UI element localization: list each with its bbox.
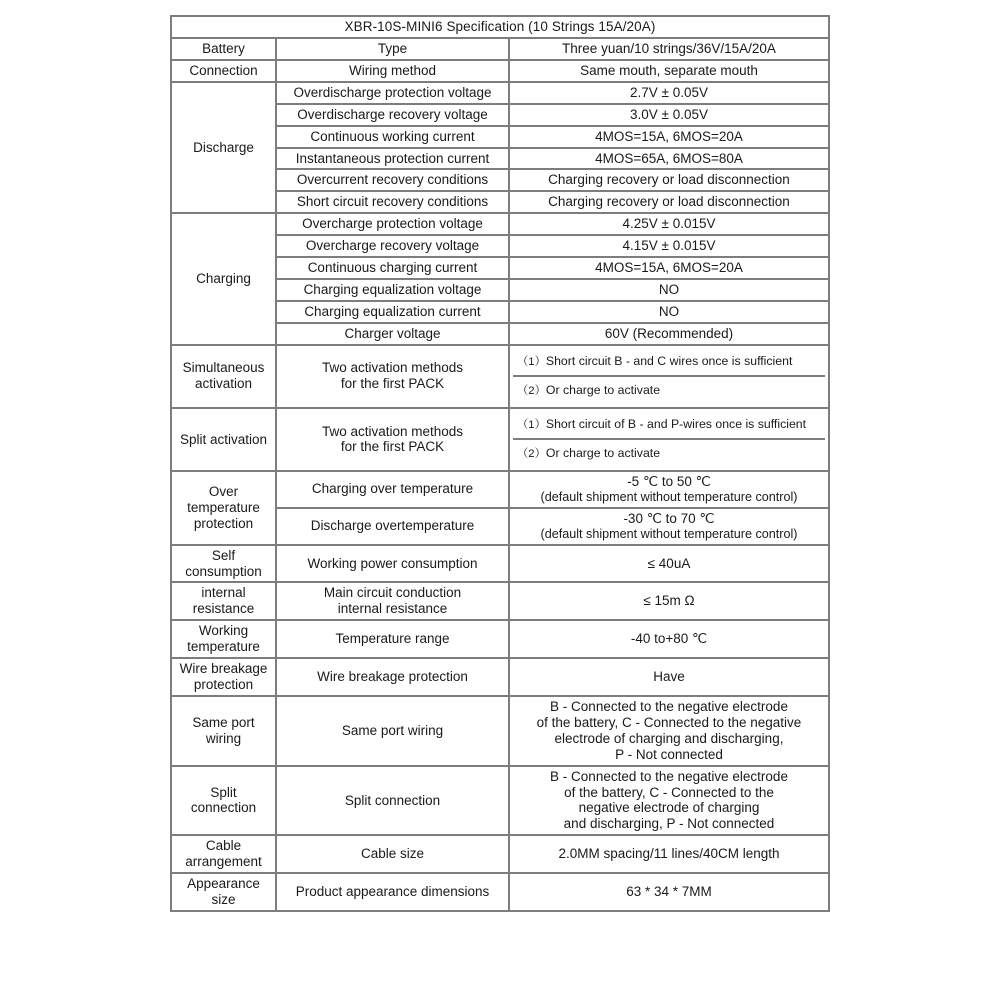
table-row [171,582,829,620]
param-label: Overcharge recovery voltage [276,235,509,257]
param-label: Short circuit recovery conditions [276,191,509,213]
specification-table-container [170,15,830,912]
table-row [171,766,829,836]
group-label-split-connection: Split connection [171,766,276,836]
param-label: Main circuit conduction internal resistance [276,582,509,620]
param-label: Overcharge protection voltage [276,213,509,235]
group-label-appearance-size: Appearance size [171,873,276,911]
activation-method-text: Or charge to activate [545,446,661,461]
param-label: Working power consumption [276,545,509,583]
table-row [171,696,829,766]
param-value: 3.0V ± 0.05V [509,104,829,126]
activation-method [513,439,825,468]
group-label-split-activation: Split activation [171,408,276,471]
param-label: Wiring method [276,60,509,82]
param-value: 2.7V ± 0.05V [509,82,829,104]
param-value: Charging recovery or load disconnection [509,191,829,213]
param-label: Cable size [276,835,509,873]
group-label-battery: Battery [171,38,276,60]
param-value: 4MOS=15A, 6MOS=20A [509,126,829,148]
param-label: Temperature range [276,620,509,658]
activation-methods-cell [509,345,829,408]
param-value: NO [509,301,829,323]
param-label: Instantaneous protection current [276,148,509,170]
group-label-cable-arrangement: Cable arrangement [171,835,276,873]
list-item [513,348,825,377]
param-label: Charging equalization voltage [276,279,509,301]
param-value: Three yuan/10 strings/36V/15A/20A [509,38,829,60]
list-marker: （1） [517,355,546,368]
param-value: 4.15V ± 0.015V [509,235,829,257]
table-row-split-activation [171,408,829,471]
activation-methods-list [513,348,825,405]
temperature-range: -5 ℃ to 50 ℃ [627,474,711,490]
group-label-internal-resistance: internal resistance [171,582,276,620]
param-value: 4MOS=65A, 6MOS=80A [509,148,829,170]
table-title-row [171,16,829,38]
group-label-same-port-wiring: Same port wiring [171,696,276,766]
param-label: Product appearance dimensions [276,873,509,911]
param-label: Discharge overtemperature [276,508,509,545]
param-value: Same mouth, separate mouth [509,60,829,82]
activation-methods-list [513,411,825,468]
param-label: Wire breakage protection [276,658,509,696]
activation-method [513,348,825,377]
temperature-note: (default shipment without temperature control) [540,489,798,504]
list-item [513,376,825,405]
param-value: Charging recovery or load disconnection [509,169,829,191]
param-value: 4.25V ± 0.015V [509,213,829,235]
table-row [171,545,829,583]
table-row [171,873,829,911]
param-label: Overdischarge recovery voltage [276,104,509,126]
table-row-simultaneous-activation [171,345,829,408]
table-row [171,38,829,60]
list-item [513,439,825,468]
param-value: B - Connected to the negative electrode of the battery, C - Connected to the negative electrode of charging and discharging, P - Not connected [509,696,829,766]
group-label-working-temperature: Working temperature [171,620,276,658]
param-label: Two activation methods for the first PACK [276,408,509,471]
param-value [509,471,829,508]
group-label-self-consumption: Self consumption [171,545,276,583]
group-label-discharge: Discharge [171,82,276,214]
param-value: 2.0MM spacing/11 lines/40CM length [509,835,829,873]
param-label: Split connection [276,766,509,836]
param-label: Overcurrent recovery conditions [276,169,509,191]
param-label: Charging over temperature [276,471,509,508]
page-title: XBR-10S-MINI6 Specification (10 Strings 15A/20A) [171,16,829,38]
table-row [171,60,829,82]
param-value: Have [509,658,829,696]
table-row [171,471,829,508]
list-item [513,411,825,440]
activation-method-text: Short circuit of B - and P-wires once is sufficient [545,416,807,431]
param-value [509,508,829,545]
activation-method-text: Or charge to activate [545,383,661,398]
param-value: B - Connected to the negative electrode of the battery, C - Connected to the negative electrode of charging and discharging, P - Not connected [509,766,829,836]
list-marker: （1） [517,418,546,431]
group-label-simultaneous-activation: Simultaneous activation [171,345,276,408]
table-row [171,835,829,873]
activation-method [513,376,825,405]
list-marker: （2） [517,448,546,461]
param-value: 4MOS=15A, 6MOS=20A [509,257,829,279]
group-label-wire-breakage-protection: Wire breakage protection [171,658,276,696]
param-label: Two activation methods for the first PACK [276,345,509,408]
table-row [171,658,829,696]
table-row [171,82,829,104]
param-value: 63 * 34 * 7MM [509,873,829,911]
param-label: Continuous working current [276,126,509,148]
param-label: Charger voltage [276,323,509,345]
param-value: -40 to+80 ℃ [509,620,829,658]
group-label-charging: Charging [171,213,276,345]
param-label: Charging equalization current [276,301,509,323]
table-row [171,213,829,235]
activation-methods-cell [509,408,829,471]
param-label: Same port wiring [276,696,509,766]
activation-method-text: Short circuit B - and C wires once is sufficient [545,353,793,368]
group-label-connection: Connection [171,60,276,82]
table-row [171,620,829,658]
param-label: Overdischarge protection voltage [276,82,509,104]
param-value: ≤ 15m Ω [509,582,829,620]
param-value: 60V (Recommended) [509,323,829,345]
activation-method [513,411,825,440]
specification-table [170,15,830,912]
param-label: Continuous charging current [276,257,509,279]
group-label-over-temperature-protection: Over temperature protection [171,471,276,545]
param-value: ≤ 40uA [509,545,829,583]
list-marker: （2） [517,385,546,398]
param-value: NO [509,279,829,301]
temperature-note: (default shipment without temperature control) [540,526,798,541]
temperature-range: -30 ℃ to 70 ℃ [623,510,715,526]
param-label: Type [276,38,509,60]
